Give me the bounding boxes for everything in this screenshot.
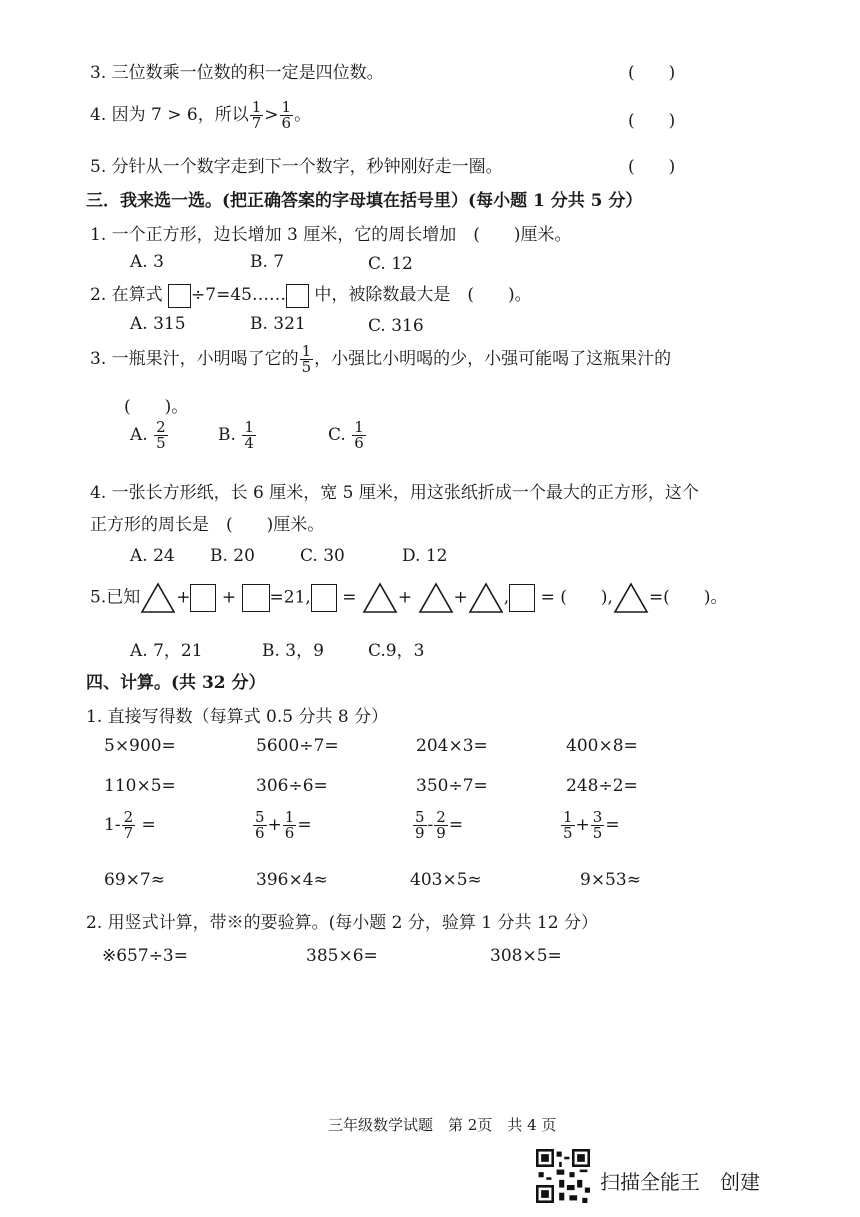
choice-question-2: 2. 在算式 ÷7=45…… 中，被除数最大是 ( )。: [90, 280, 532, 308]
calc-item: 400×8=: [566, 736, 638, 756]
choice-question-1: 1. 一个正方形，边长增加 3 厘米，它的周长增加 ( )厘米。: [90, 225, 572, 245]
option: C. 316: [368, 316, 424, 336]
vertical-calc-item: ※657÷3=: [102, 946, 188, 966]
option: A. 3: [130, 252, 164, 272]
option: D. 12: [402, 546, 448, 566]
answer-paren: ( )。: [124, 397, 189, 417]
vertical-calc-item: 385×6=: [306, 946, 378, 966]
fraction: $\frac{1}{6}$: [281, 98, 292, 132]
calc-item: $\frac{5}{6}$ + $\frac{1}{6}$ =: [255, 808, 312, 842]
triangle-icon: [418, 582, 454, 614]
choice-question-3: 3. 一瓶果汁，小明喝了它的 $\frac{1}{5}$ ，小强比小明喝的少，小强可能喝了这瓶果汁的: [90, 342, 672, 376]
calc-item: 396×4≈: [256, 870, 328, 890]
blank-box: [168, 284, 191, 308]
tf-question-5: 5. 分针从一个数字走到下一个数字，秒钟刚好走一圈。: [90, 157, 503, 177]
calc-item: 350÷7=: [416, 776, 488, 796]
subsection-2-title: 2. 用竖式计算，带※的要验算。(每小题 2 分，验算 1 分共 12 分）: [86, 913, 598, 933]
calc-item: 1- $\frac{2}{7}$ =: [104, 808, 156, 842]
triangle-icon: [140, 582, 176, 614]
calc-item: 9×53≈: [580, 870, 641, 890]
calc-item: $\frac{1}{5}$ + $\frac{3}{5}$ =: [563, 808, 620, 842]
qr-code-icon: [536, 1149, 590, 1203]
square-icon: [242, 584, 270, 612]
option: A. 7，21: [130, 641, 203, 661]
triangle-icon: [362, 582, 398, 614]
subsection-1-title: 1. 直接写得数（每算式 0.5 分共 8 分）: [86, 707, 389, 727]
calc-item: 204×3=: [416, 736, 488, 756]
square-icon: [509, 584, 535, 612]
calc-item: 69×7≈: [104, 870, 165, 890]
option: C. 12: [368, 254, 413, 274]
blank-box: [286, 284, 309, 308]
answer-paren: ( ): [628, 157, 676, 177]
square-icon: [190, 584, 216, 612]
answer-paren: ( ): [628, 111, 676, 131]
choice-question-4-line1: 4. 一张长方形纸，长 6 厘米，宽 5 厘米，用这张纸折成一个最大的正方形，这个: [90, 483, 699, 503]
option: B. 7: [250, 252, 285, 272]
fraction: $\frac{1}{5}$: [301, 342, 312, 376]
triangle-icon: [613, 582, 649, 614]
fraction: $\frac{1}{7}$: [251, 98, 262, 132]
section-3-title: 三．我来选一选。(把正确答案的字母填在括号里）(每小题 1 分共 5 分）: [86, 191, 643, 211]
option: B. 20: [210, 546, 255, 566]
choice-question-4-line2: 正方形的周长是 ( )厘米。: [90, 515, 325, 535]
calc-item: 306÷6=: [256, 776, 328, 796]
option: A. 315: [130, 314, 186, 334]
option: B. 321: [250, 314, 306, 334]
option: B. 3，9: [262, 641, 324, 661]
option: A. $\frac{2}{5}$: [130, 418, 166, 452]
tf-question-3: 3. 三位数乘一位数的积一定是四位数。: [90, 63, 384, 83]
option: C. $\frac{1}{6}$: [328, 418, 364, 452]
tf-question-4: 4. 因为 7 > 6，所以 $\frac{1}{7}$ > $\frac{1}{6}$ 。: [90, 98, 312, 132]
calc-item: 110×5=: [104, 776, 176, 796]
square-icon: [311, 584, 337, 612]
triangle-icon: [468, 582, 504, 614]
section-4-title: 四、计算。(共 32 分）: [86, 673, 266, 693]
calc-item: 248÷2=: [566, 776, 638, 796]
option: C.9，3: [368, 641, 425, 661]
calc-item: 5×900=: [104, 736, 176, 756]
calc-item: 403×5≈: [410, 870, 482, 890]
answer-paren: ( ): [628, 63, 676, 83]
calc-item: 5600÷7=: [256, 736, 339, 756]
option: B. $\frac{1}{4}$: [218, 418, 254, 452]
calc-item: $\frac{5}{9}$ - $\frac{2}{9}$ =: [415, 808, 464, 842]
option: C. 30: [300, 546, 345, 566]
choice-question-5: 5.已知 + + =21, = + + , = ( ), =( )。: [90, 582, 727, 614]
page-footer: 三年级数学试题 第 2页 共 4 页: [328, 1116, 557, 1134]
vertical-calc-item: 308×5=: [490, 946, 562, 966]
option: A. 24: [130, 546, 175, 566]
scanner-watermark: 扫描全能王 创建: [600, 1170, 760, 1194]
